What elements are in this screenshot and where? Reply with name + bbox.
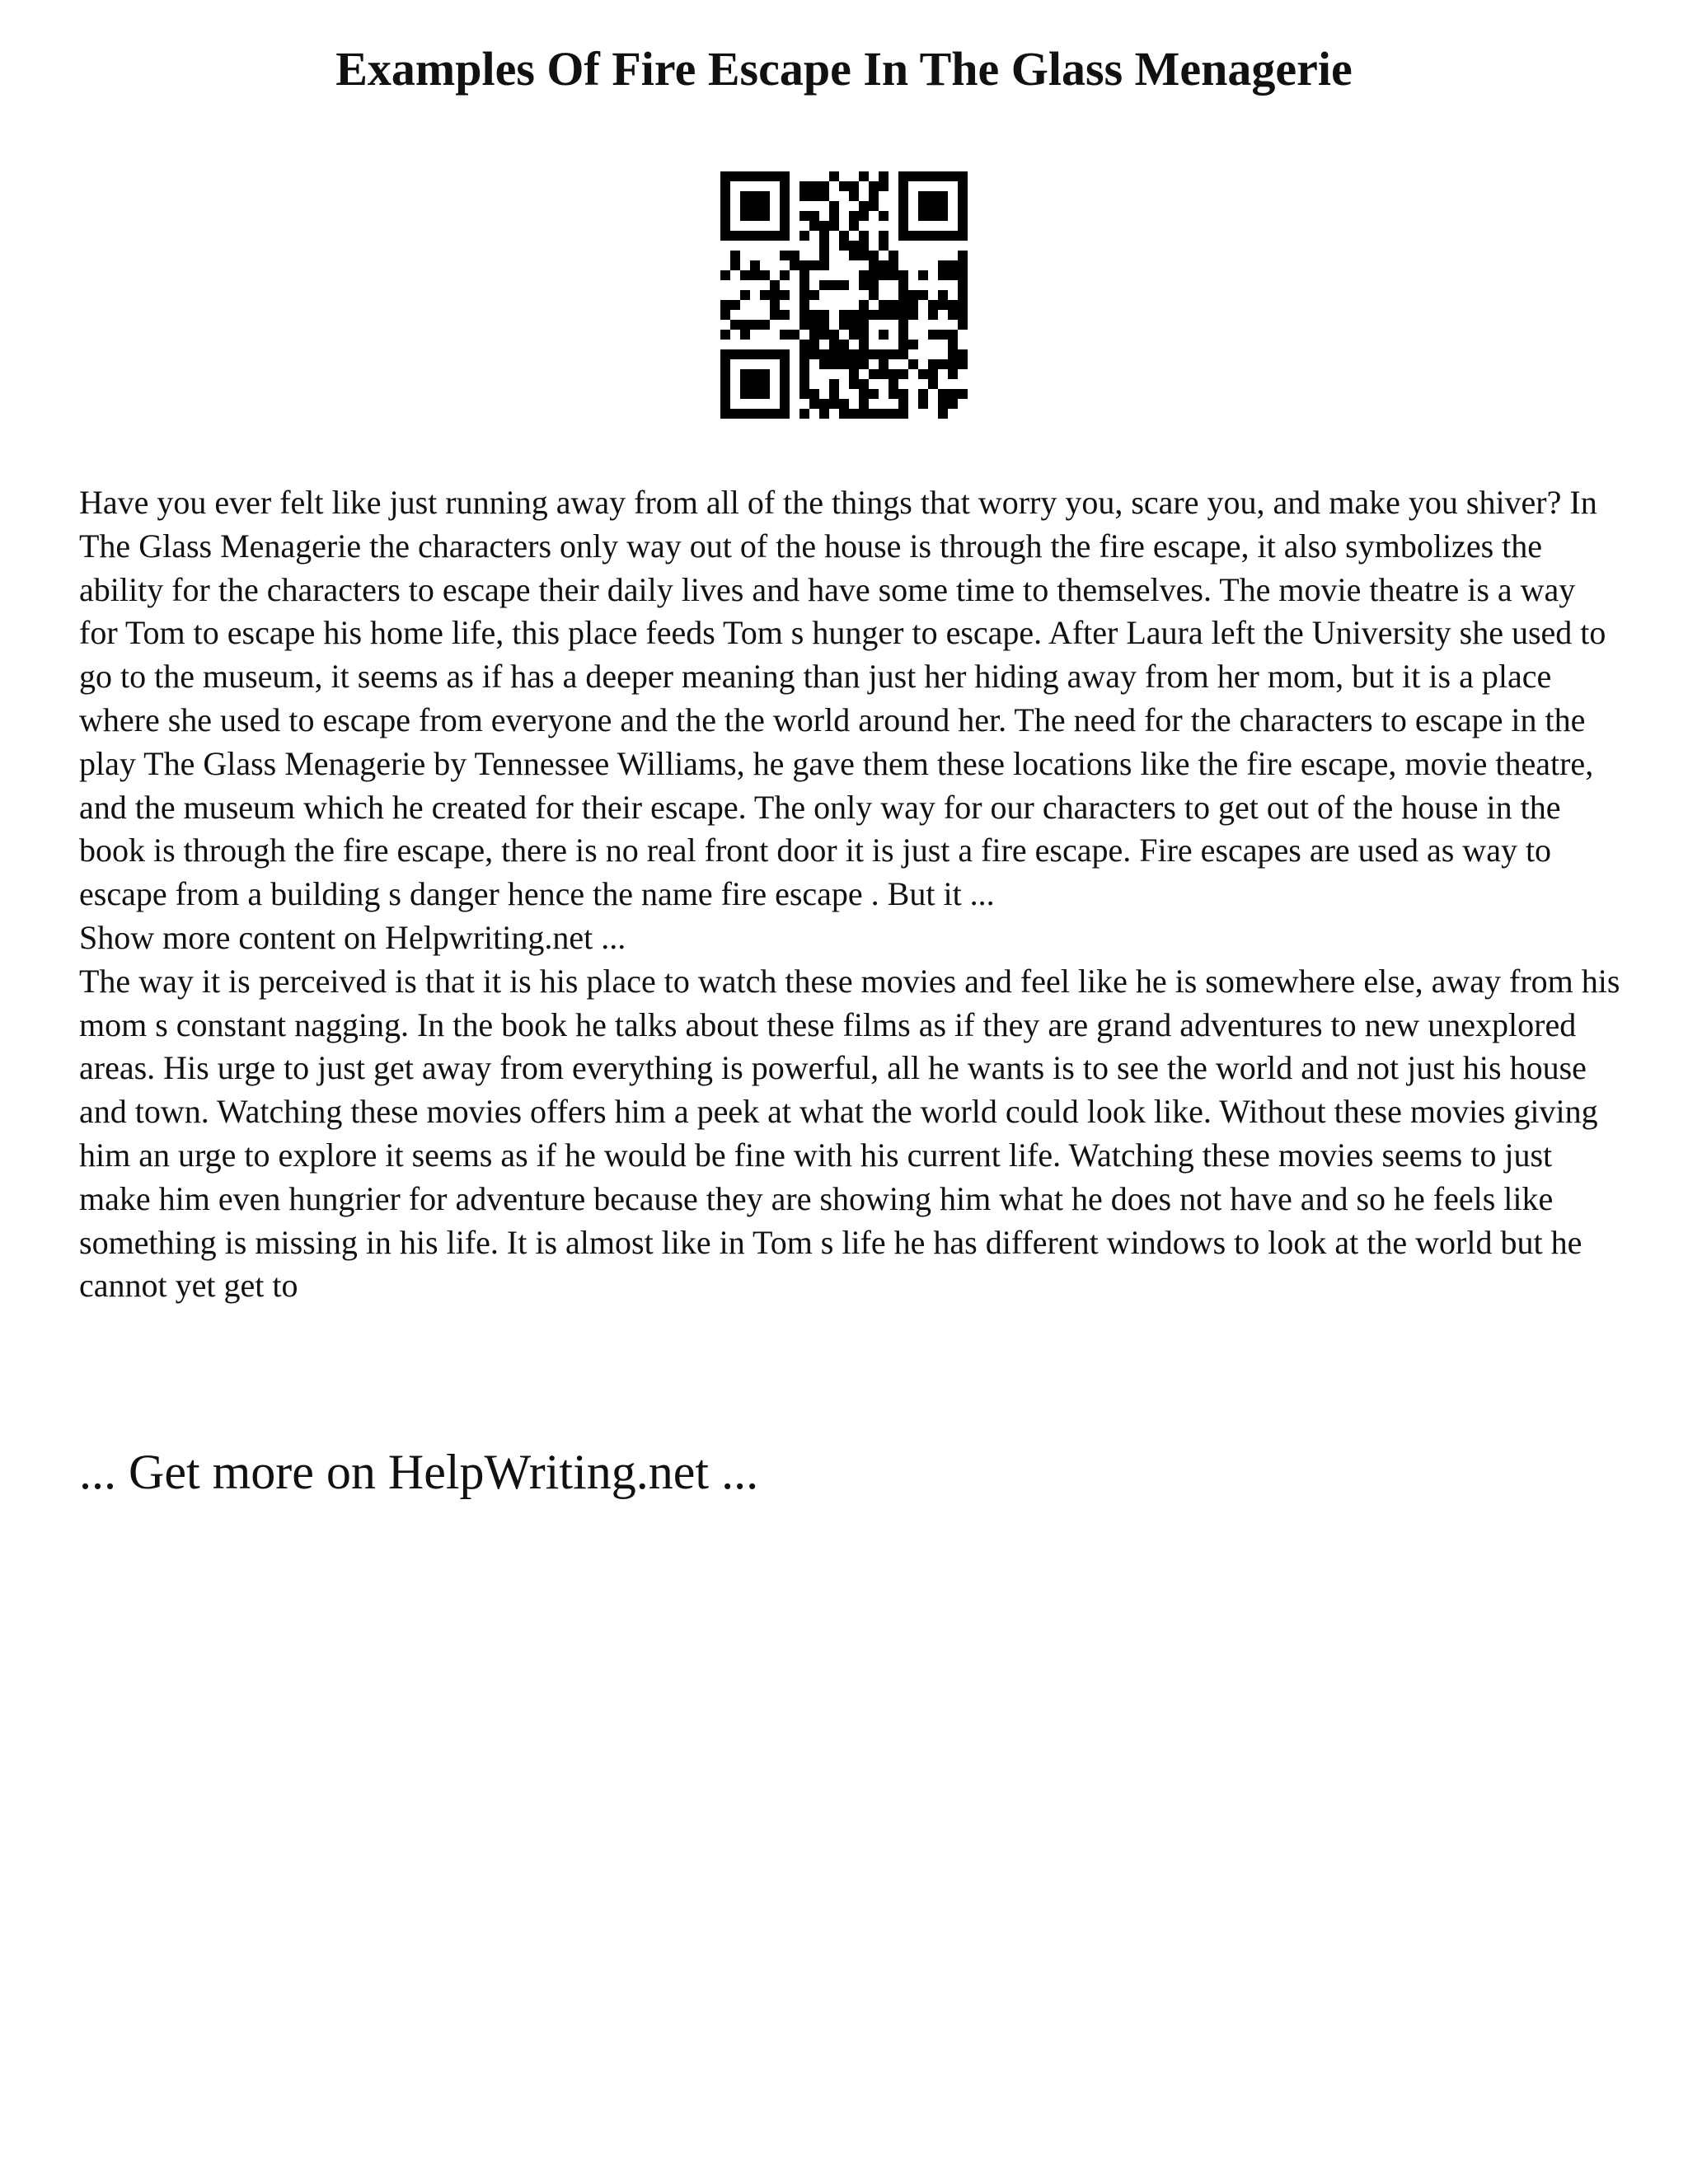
paragraph-intro: Have you ever felt like just running away from all of the things that worry you, scare you, and make you shiver? In The Glass Menagerie the characters only way out of the house is through the fire escape, it also symbolizes the ability for the characters to escape their daily lives and have some time to themselves. The movie theatre is a way for Tom to escape his home life, this place feeds Tom s hunger to escape. After Laura left the University she used to go to the museum, it seems as if has a deeper meaning than just her hiding away from her mom, but it is a place where she used to escape from everyone and the the world around her. The need for the characters to escape in the play The Glass Menagerie by Tennessee Williams, he gave them these locations like the fire escape, movie theatre, and the museum which he created for their escape. The only way for our characters to get out of the house in the book is through the fire escape, there is no real front door it is just a fire escape. Fire escapes are used as way to escape from a building s danger hence the name fire escape . But it ... [79,484,1606,913]
qr-code-icon [720,171,968,419]
show-more-link[interactable]: Show more content on Helpwriting.net ... [79,918,626,956]
article-body [79,481,1620,1308]
paragraph-continuation: The way it is perceived is that it is his place to watch these movies and feel like he is somewhere else, away from his mom s constant nagging. In the book he talks about these films as if they are grand adventures to new unexplored areas. His urge to just get away from everything is powerful, all he wants is to see the world and not just his house and town. Watching these movies offers him a peek at what the world could look like. Without these movies giving him an urge to explore it seems as if he would be fine with his current life. Watching these movies seems to just make him even hungrier for adventure because they are showing him what he does not have and so he feels like something is missing in his life. It is almost like in Tom s life he has different windows to look at the world but he cannot yet get to [79,962,1620,1305]
page-title: Examples Of Fire Escape In The Glass Menagerie [335,42,1353,96]
get-more-link[interactable]: ... Get more on HelpWriting.net ... [79,1445,759,1499]
